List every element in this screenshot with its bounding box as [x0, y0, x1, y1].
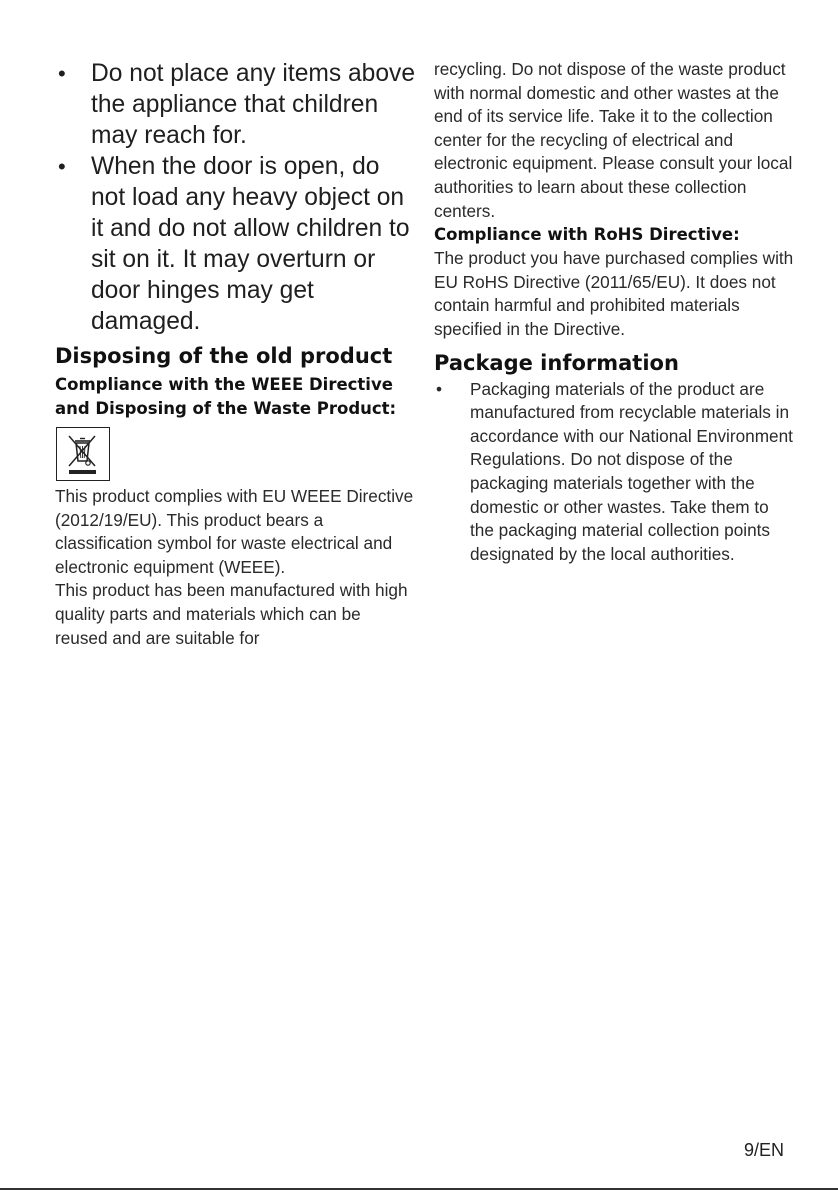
safety-bullet-text: Do not place any items above the appliance that children may reach for. — [91, 60, 416, 149]
rohs-paragraph: The product you have purchased complies with EU RoHS Directive (2011/65/EU). It does not contain harmful and prohibited materials specified in the Directive. — [434, 248, 794, 339]
right-column — [434, 58, 796, 566]
safety-bullet-text: When the door is open, do not load any heavy object on it and do not allow children to sit on it. It may overturn or door hinges may get damaged. — [91, 153, 410, 335]
left-column — [55, 58, 417, 650]
package-bullet-item — [434, 378, 796, 567]
package-bullet-list — [434, 378, 796, 567]
bullet-icon: • — [58, 61, 66, 86]
safety-bullet-list — [55, 58, 417, 337]
weee-paragraph: This product complies with EU WEEE Directive (2012/19/EU). This product bears a classification symbol for waste electrical and electronic equipment (WEEE). — [55, 486, 414, 577]
weee-paragraph: This product has been manufactured with high quality parts and materials which can be reused and are suitable for — [55, 580, 408, 648]
weee-heading: Compliance with the WEEE Directive and Disposing of the Waste Product: — [55, 375, 397, 418]
safety-bullet-item — [55, 151, 417, 337]
rohs-heading: Compliance with RoHS Directive: — [434, 225, 740, 245]
package-heading: Package information — [434, 350, 679, 375]
package-bullet-text: Packaging materials of the product are manufactured from recyclable materials in accordance with our National Environment Regulations. Do not dispose of the packaging materials together with the domestic or other wastes. Take them to the packaging material collection points designated by the local authorities. — [470, 378, 793, 564]
bullet-icon: • — [58, 154, 66, 179]
weee-paragraph-continued: recycling. Do not dispose of the waste product with normal domestic and other wastes at the end of its service life. Take it to the collection center for the recycling of electrical and electronic equipment. Please consult your local authorities to learn about these collection centers. — [434, 59, 793, 221]
footer-divider — [0, 1188, 838, 1190]
bullet-icon: • — [436, 378, 443, 399]
safety-bullet-item — [55, 58, 417, 151]
disposing-heading: Disposing of the old product — [55, 344, 393, 368]
crossed-out-wheeled-bin-icon — [56, 427, 110, 481]
page-number: 9/EN — [743, 1140, 784, 1160]
